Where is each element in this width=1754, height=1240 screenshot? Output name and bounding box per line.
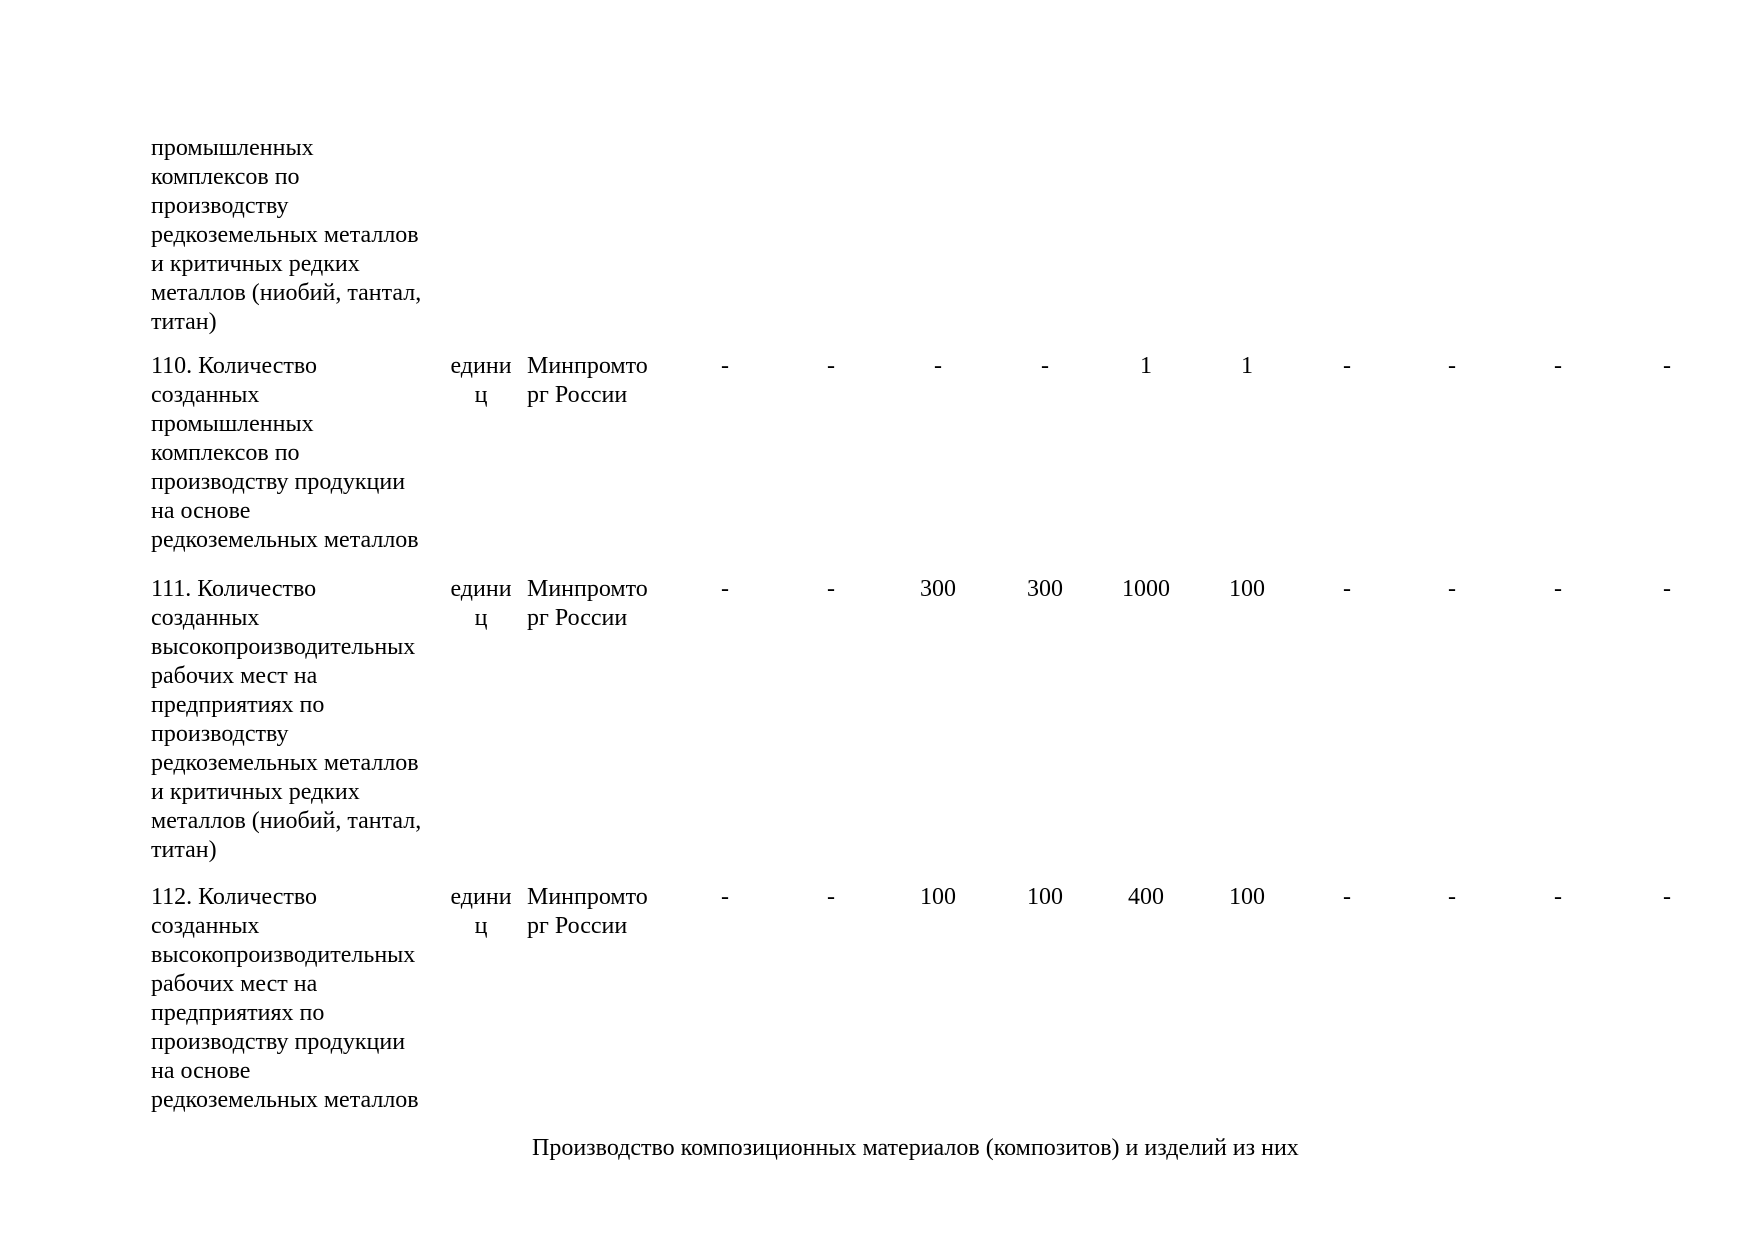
unit-line: ц: [474, 605, 488, 631]
value-cell: 1000: [1122, 576, 1170, 602]
description-line: металлов (ниобий, тантал,: [151, 808, 422, 834]
value-cell: -: [1448, 576, 1456, 602]
description-line: производству продукции: [151, 469, 406, 495]
responsible-line: рг России: [527, 913, 628, 939]
description-line: редкоземельных металлов: [151, 222, 419, 248]
description-line: 111. Количество: [151, 576, 317, 602]
value-cell: -: [1554, 576, 1562, 602]
value-cell: 100: [1229, 576, 1265, 602]
responsible-line: Минпромто: [527, 576, 648, 602]
unit-line: едини: [450, 353, 512, 379]
value-cell: -: [1343, 884, 1351, 910]
description-line: производству: [151, 193, 289, 219]
value-cell: -: [1554, 884, 1562, 910]
value-cell: -: [1343, 353, 1351, 379]
responsible-cell: [527, 352, 667, 410]
value-cell: -: [827, 884, 835, 910]
indicator-description: [151, 575, 451, 865]
description-line: производству продукции: [151, 1029, 406, 1055]
description-line: предприятиях по: [151, 692, 325, 718]
value-cell: 1: [1140, 353, 1152, 379]
indicator-description: [151, 352, 451, 555]
responsible-cell: [527, 575, 667, 633]
description-line: редкоземельных металлов: [151, 527, 419, 553]
unit-line: ц: [474, 913, 488, 939]
unit-line: ц: [474, 382, 488, 408]
description-line: созданных: [151, 382, 260, 408]
description-line: предприятиях по: [151, 1000, 325, 1026]
responsible-line: рг России: [527, 382, 628, 408]
value-cell: 100: [920, 884, 956, 910]
indicator-description: [151, 134, 451, 337]
description-line: и критичных редких: [151, 779, 360, 805]
description-line: созданных: [151, 913, 260, 939]
description-line: на основе: [151, 1058, 251, 1084]
description-line: 110. Количество: [151, 353, 318, 379]
unit-cell: [446, 883, 516, 941]
description-line: рабочих мест на: [151, 971, 318, 997]
responsible-cell: [527, 883, 667, 941]
unit-cell: [446, 575, 516, 633]
description-line: промышленных: [151, 135, 314, 161]
description-line: высокопроизводительных: [151, 634, 416, 660]
value-cell: -: [721, 576, 729, 602]
value-cell: 1: [1241, 353, 1253, 379]
value-cell: -: [1663, 884, 1671, 910]
value-cell: 100: [1229, 884, 1265, 910]
description-line: рабочих мест на: [151, 663, 318, 689]
section-heading: Производство композиционных материалов (композитов) и изделий из них: [532, 1135, 1299, 1161]
description-line: редкоземельных металлов: [151, 750, 419, 776]
description-line: комплексов по: [151, 440, 300, 466]
value-cell: -: [1343, 576, 1351, 602]
value-cell: -: [1554, 353, 1562, 379]
description-line: производству: [151, 721, 289, 747]
responsible-line: рг России: [527, 605, 628, 631]
description-line: и критичных редких: [151, 251, 360, 277]
value-cell: -: [1041, 353, 1049, 379]
description-line: промышленных: [151, 411, 314, 437]
value-cell: -: [1663, 576, 1671, 602]
value-cell: 400: [1128, 884, 1164, 910]
description-line: титан): [151, 309, 217, 335]
value-cell: -: [934, 353, 942, 379]
value-cell: -: [1663, 353, 1671, 379]
description-line: на основе: [151, 498, 251, 524]
value-cell: 300: [1027, 576, 1063, 602]
description-line: высокопроизводительных: [151, 942, 416, 968]
responsible-line: Минпромто: [527, 353, 648, 379]
value-cell: -: [827, 576, 835, 602]
responsible-line: Минпромто: [527, 884, 648, 910]
description-line: титан): [151, 837, 217, 863]
value-cell: -: [1448, 884, 1456, 910]
description-line: комплексов по: [151, 164, 300, 190]
value-cell: -: [721, 353, 729, 379]
description-line: созданных: [151, 605, 260, 631]
description-line: редкоземельных металлов: [151, 1087, 419, 1113]
value-cell: 100: [1027, 884, 1063, 910]
unit-line: едини: [450, 576, 512, 602]
description-line: металлов (ниобий, тантал,: [151, 280, 422, 306]
value-cell: -: [1448, 353, 1456, 379]
indicator-description: [151, 883, 451, 1115]
description-line: 112. Количество: [151, 884, 318, 910]
value-cell: -: [721, 884, 729, 910]
value-cell: 300: [920, 576, 956, 602]
unit-line: едини: [450, 884, 512, 910]
unit-cell: [446, 352, 516, 410]
value-cell: -: [827, 353, 835, 379]
